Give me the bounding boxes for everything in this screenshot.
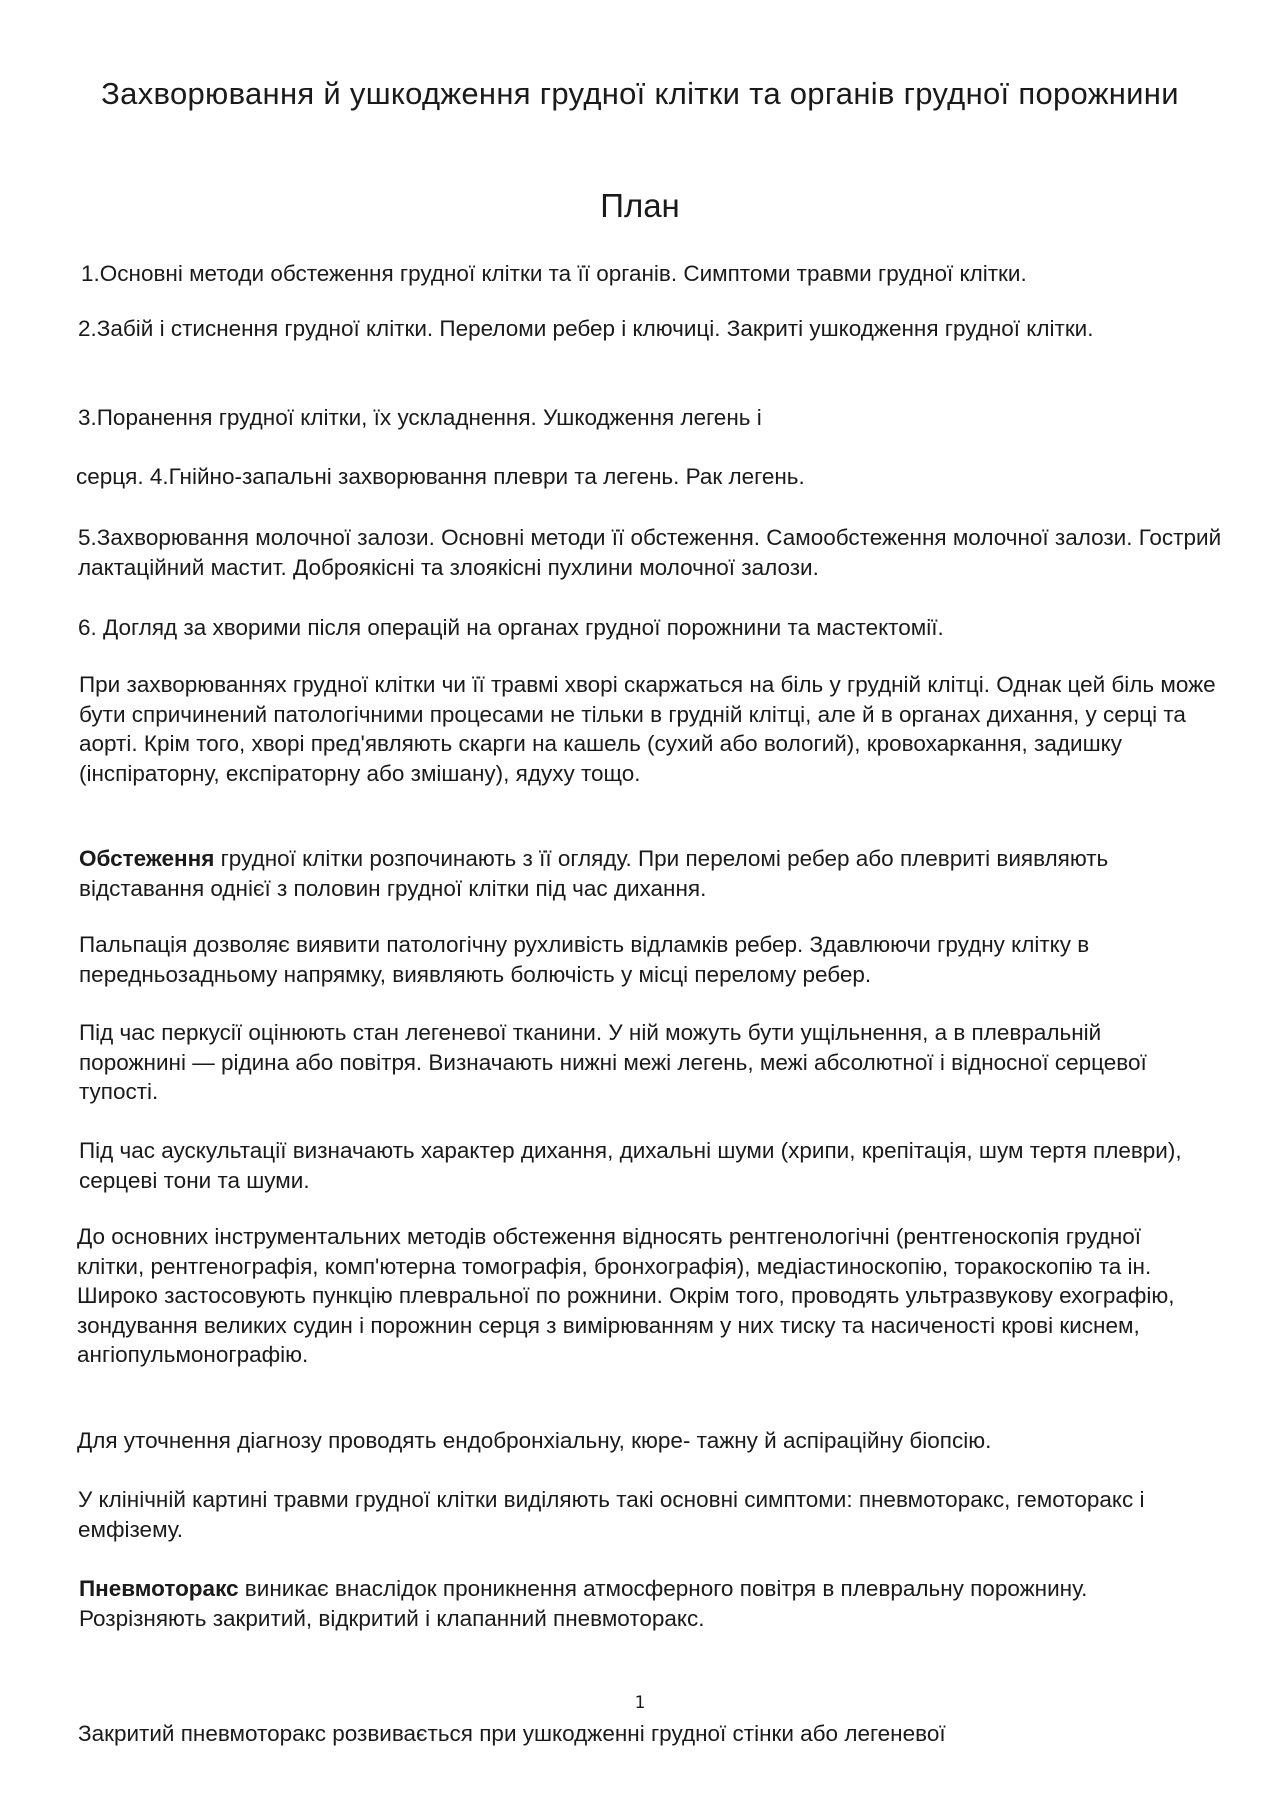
plan-item-2: 2.Забій і стиснення грудної клітки. Переломи ребер і ключиці. Закриті ушкодження грудної клітки. xyxy=(78,316,1094,341)
document-title: Захворювання й ушкодження грудної клітки та органів грудної порожнини xyxy=(101,76,1179,111)
footer-continuation-text: Закритий пневмоторакс розвивається при ушкодженні грудної стінки або легеневої xyxy=(78,1721,946,1746)
paragraph-examination xyxy=(79,844,1189,903)
paragraph-instrumental-methods: До основних інструментальних методів обстеження відносять рентгенологічні (рентгеноскопія грудної клітки, рентгенографія, комп'ютерна томографія, бронхографія), медіастиноскопію, торакоскопію та ін. Широко застосовують пункцію плевральної по рожнини. Окрім того, проводять ультразвукову ехографію, зондування великих судин і порожнин серця з вимірюванням у них тиску та насиченості крові киснем, ангіопульмонографію. xyxy=(77,1224,1175,1367)
paragraph-auscultation: Під час аускультації визначають характер дихання, дихальні шуми (хрипи, крепітація, шум тертя плеври), серцеві тони та шуми. xyxy=(79,1138,1182,1193)
bold-term-examination: Обстеження xyxy=(79,846,215,871)
plan-item-1: 1.Основні методи обстеження грудної клітки та її органів. Симптоми травми грудної клітки. xyxy=(81,261,1027,286)
paragraph-palpation: Пальпація дозволяє виявити патологічну рухливість відламків ребер. Здавлюючи грудну клітку в передньозадньому напрямку, виявляють болючість у місці перелому ребер. xyxy=(79,932,1090,987)
paragraph-percussion: Під час перкусії оцінюють стан легеневої тканини. У ній можуть бути ущільнення, а в плевральній порожнині — рідина або повітря. Визначають нижні межі легень, межі абсолютної і відносної серцевої тупості. xyxy=(79,1020,1147,1104)
plan-item-6: 6. Догляд за хворими після операцій на органах грудної порожнини та мастектомії. xyxy=(78,615,944,640)
paragraph-biopsy: Для уточнення діагнозу проводять ендобронхіальну, кюре- тажну й аспіраційну біопсію. xyxy=(77,1428,992,1453)
plan-item-5: 5.Захворювання молочної залози. Основні методи її обстеження. Самообстеження молочної залози. Гострий лактаційний мастит. Доброякісні та злоякісні пухлини молочної залози. xyxy=(78,525,1222,580)
paragraph-trauma-symptoms: У клінічній картині травми грудної клітки виділяють такі основні симптоми: пневмоторакс, гемоторакс і емфізему. xyxy=(78,1487,1145,1542)
bold-term-pneumothorax: Пневмоторакс xyxy=(79,1576,239,1601)
paragraph-complaints: При захворюваннях грудної клітки чи її травмі хворі скаржаться на біль у грудній клітці. Однак цей біль може бути спричинений патологічними процесами не тільки в грудній клітці, але й в органах дихання, у серці та аорті. Крім того, хворі пред'являють скарги на кашель (сухий або вологий), кровохаркання, задишку (інспіраторну, експіраторну або змішану), ядуху тощо. xyxy=(79,672,1216,786)
paragraph-pneumothorax xyxy=(79,1574,1159,1633)
plan-heading: План xyxy=(600,187,680,224)
plan-item-4: серця. 4.Гнійно-запальні захворювання плеври та легень. Рак легень. xyxy=(76,464,805,489)
paragraph-pneumothorax-text: виникає внаслідок проникнення атмосферного повітря в плевральну порожнину. Розрізняють закритий, відкритий і клапанний пневмоторакс. xyxy=(79,1576,1088,1631)
paragraph-examination-text: грудної клітки розпочинають з її огляду. При переломі ребер або плевриті виявляють відставання однієї з половин грудної клітки під час дихання. xyxy=(79,846,1109,901)
page-number: 1 xyxy=(634,1693,646,1713)
plan-item-3: 3.Поранення грудної клітки, їх ускладнення. Ушкодження легень і xyxy=(78,405,762,430)
